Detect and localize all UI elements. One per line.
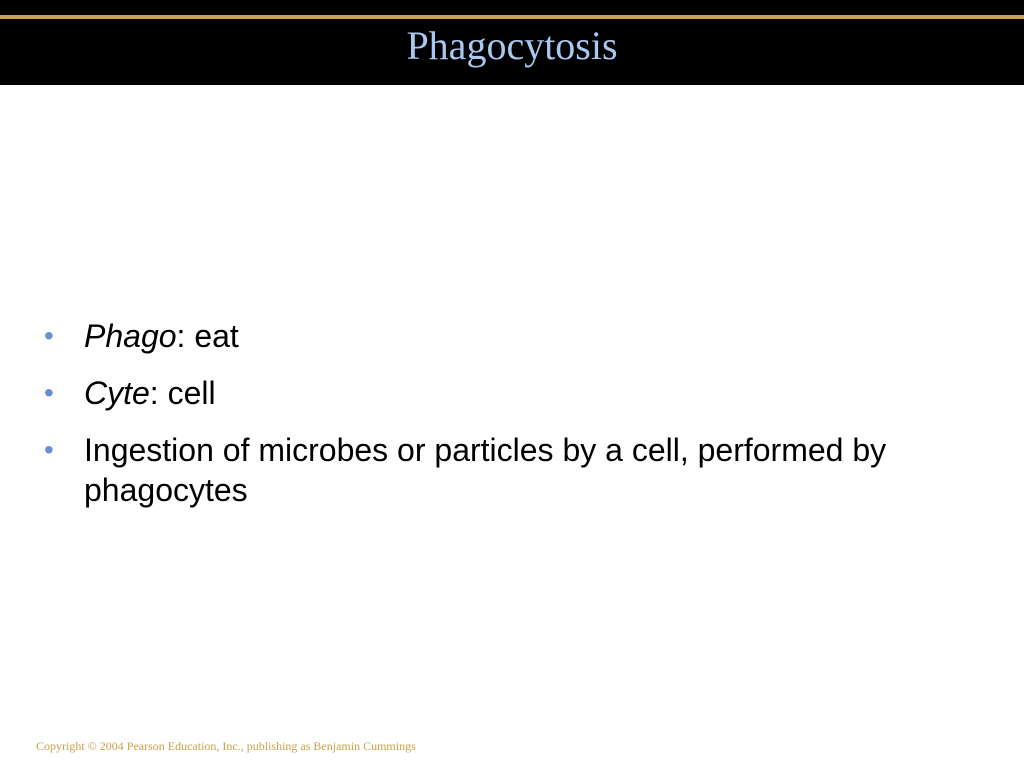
copyright-footer: Copyright © 2004 Pearson Education, Inc., publishing as Benjamin Cummings <box>36 739 416 753</box>
title-accent-rule <box>0 15 1024 19</box>
bullet-icon: • <box>44 434 54 465</box>
bullet-item-phago <box>44 316 984 356</box>
bullet-item-ingestion <box>44 430 984 510</box>
bullet-term: Cyte <box>84 375 150 411</box>
bullet-list <box>44 316 984 527</box>
bullet-separator: : <box>176 318 195 354</box>
slide-title: Phagocytosis <box>406 23 618 68</box>
bullet-item-cyte <box>44 373 984 413</box>
bullet-separator: : <box>149 375 168 411</box>
bullet-text: Ingestion of microbes or particles by a cell, performed by phagocytes <box>84 432 887 508</box>
bullet-term: Phago <box>84 318 177 354</box>
bullet-definition: cell <box>167 375 216 411</box>
bullet-definition: eat <box>194 318 239 354</box>
bullet-icon: • <box>44 320 54 351</box>
bullet-icon: • <box>44 377 54 408</box>
